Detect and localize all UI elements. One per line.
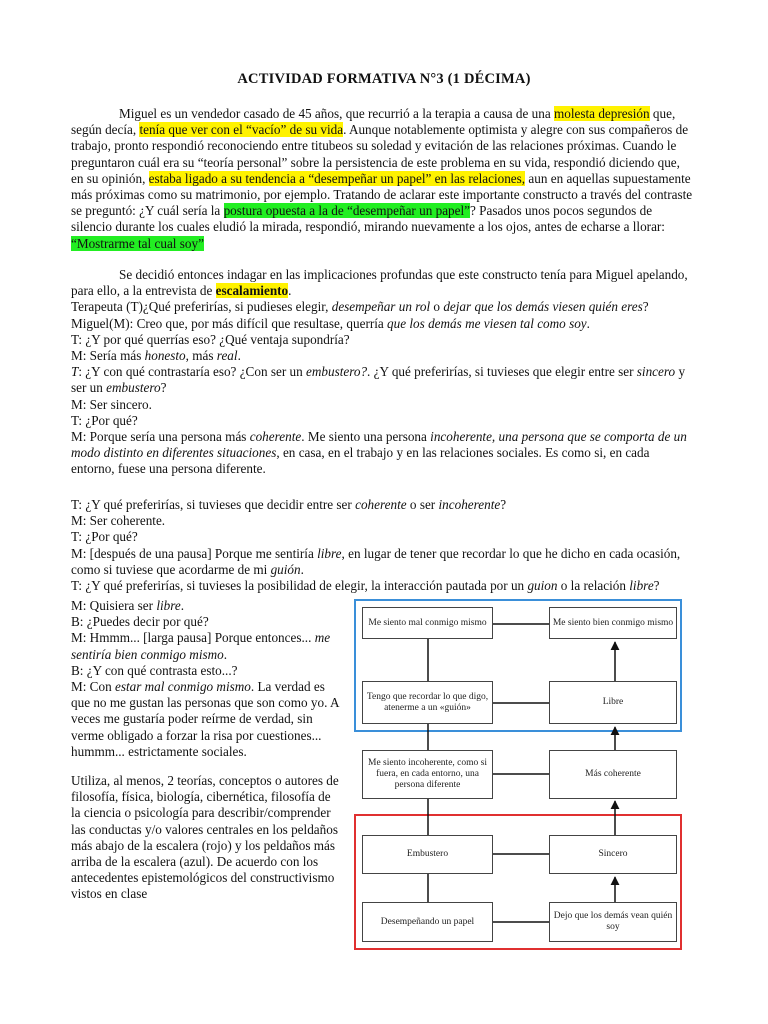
highlight-yellow: molesta depresión [554, 106, 650, 121]
text-run: Miguel es un vendedor casado de 45 años, que recurrió a la terapia a causa de una [119, 106, 555, 121]
instructions-paragraph: Utiliza, al menos, 2 teorías, conceptos o autores de filosofía, física, biología, cibernética, filosofía de la ciencia o psicología para describir/comprender las conductas y/o valores centrales en los peldaños más abajo de la escalera (rojo) y los peldaños más arriba de la escalera (azul). De acuerdo con los antecedentes epistemológicos del constructivismo vistos en clase [71, 773, 339, 902]
dialog-line: M: Quisiera ser libre. [71, 598, 185, 613]
ladder-right-3: Más coherente [549, 750, 677, 799]
dialog-line: T: ¿Y qué preferirías, si tuvieses la posibilidad de elegir, la interacción pautada por un guion o la relación libre? [71, 578, 660, 594]
dialog-line: T: ¿Por qué? [71, 529, 138, 545]
dialog-line: M: Ser coherente. [71, 513, 166, 529]
text-run: . Aunque notablemente optimista y alegre con sus compañeros de trabajo, pronto respondió reconociendo entre titubeos su soledad y evitación de las relaciones próximas. Cuando le preguntaron cuál era su “teoría personal” sobre la persistencia de este problema en su vida, respondió diciendo que, en su opinión, [71, 122, 689, 186]
ladder-left-5: Desempeñando un papel [362, 902, 493, 942]
laddering-diagram [352, 597, 686, 951]
highlight-green: “Mostrarme tal cual soy” [71, 235, 204, 251]
dialog-line: M: Ser sincero. [71, 396, 152, 412]
dialog-line: M: Sería más honesto, más real. [71, 348, 241, 364]
dialog-section-3 [71, 598, 343, 760]
text-run: Se decidió entonces indagar en las implicaciones profundas que este constructo tenía para Miguel apelando, para ello, a la entrevista de [71, 267, 688, 299]
ladder-right-2: Libre [549, 681, 677, 724]
paragraph-case [71, 106, 695, 252]
ladder-right-4: Sincero [549, 835, 677, 874]
dialog-line: T: ¿Y con qué contrastaría eso? ¿Con ser un embustero?. ¿Y qué preferirías, si tuvieses que elegir entre ser sincero y ser un embustero? [71, 364, 686, 396]
highlight-yellow: estaba ligado a su tendencia a “desempeñar un papel” en las relaciones, [148, 170, 526, 186]
highlight-bold: escalamiento [215, 283, 289, 299]
text-run: aun en aquellas supuestamente más próximas como su matrimonio, por ejemplo. Tratando de aclarar este importante constructo a través del contraste se preguntó: ¿Y cuál sería la [71, 170, 693, 219]
dialog-line: Terapeuta (T)¿Qué preferirías, si pudieses elegir, desempeñar un rol o dejar que los demás viesen quién eres? [71, 299, 649, 315]
ladder-left-3: Me siento incoherente, como si fuera, en cada entorno, una persona diferente [362, 750, 493, 799]
dialog-line: T: ¿Y qué preferirías, si tuvieses que decidir entre ser coherente o ser incoherente? [71, 497, 507, 512]
ladder-right-5: Dejo que los demás vean quién soy [549, 902, 677, 942]
dialog-line: M: Porque sería una persona más coherente. Me siento una persona incoherente, una persona que se comporta de un modo distinto en diferentes situaciones, en casa, en el trabajo y en las relaciones sociales. Es como si, en cada entorno, fuese una persona diferente. [71, 429, 687, 477]
dialog-line: Miguel(M): Creo que, por más difícil que resultase, querría que los demás me viesen tal como soy. [71, 315, 590, 331]
highlight-green: postura opuesta a la de “desempeñar un papel” [223, 203, 471, 219]
ladder-right-1: Me siento bien conmigo mismo [549, 607, 677, 639]
interview-section [71, 267, 695, 478]
page-title: ACTIVIDAD FORMATIVA N°3 (1 DÉCIMA) [237, 71, 531, 87]
ladder-left-4: Embustero [362, 835, 493, 874]
text-run: ? Pasados unos pocos segundos de silencio durante los cuales eludió la mirada, respondió, mirando nuevamente a los ojos, antes de echarse a llorar: [71, 203, 665, 235]
dialog-section-2 [71, 497, 695, 594]
dialog-line: B: ¿Puedes decir por qué? [71, 614, 209, 630]
dialog-line: M: Con estar mal conmigo mismo. La verdad es que no me gustan las personas que son como yo. A veces me gustaría poder reírme de verdad, sin verme obligado a forzar la risa por cuestiones... hummm... estrictamente sociales. [71, 679, 339, 759]
dialog-line: M: [después de una pausa] Porque me sentiría libre, en lugar de tener que recordar lo que he dicho en cada ocasión, como si tuviese que acordarme de mi guión. [71, 545, 681, 577]
dialog-line: B: ¿Y con qué contrasta esto...? [71, 662, 238, 678]
dialog-line: T: ¿Y por qué querrías eso? ¿Qué ventaja supondría? [71, 331, 350, 347]
highlight-yellow: tenía que ver con el “vacío” de su vida [139, 122, 344, 138]
dialog-line: T: ¿Por qué? [71, 412, 138, 428]
ladder-left-2: Tengo que recordar lo que digo, atenerme a un «guión» [362, 681, 493, 724]
text-run: . [288, 283, 292, 299]
ladder-left-1: Me siento mal conmigo mismo [362, 607, 493, 639]
text-run: que, según decía, [71, 106, 676, 138]
dialog-line: M: Hmmm... [larga pausa] Porque entonces... me sentiría bien conmigo mismo. [71, 630, 331, 662]
